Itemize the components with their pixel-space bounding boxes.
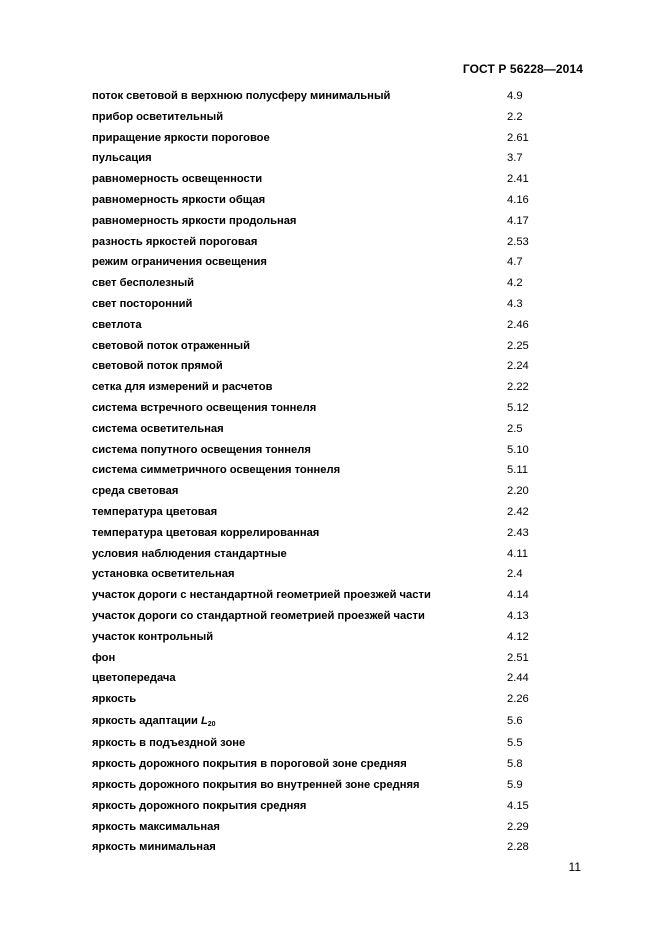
index-reference: 2.2 [507, 110, 523, 123]
index-entry [92, 211, 542, 232]
index-entry [92, 440, 542, 461]
index-reference: 4.3 [507, 297, 523, 310]
index-term: система симметричного освещения тоннеля [92, 464, 341, 477]
index-entry [92, 232, 542, 253]
index-reference: 4.7 [507, 256, 523, 269]
index-entry [92, 252, 542, 273]
luminance-symbol-subscript: 20 [207, 720, 216, 728]
index-term: температура цветовая [92, 505, 218, 518]
index-reference: 4.17 [507, 214, 529, 227]
index-term: фон [92, 651, 116, 664]
index-entry [92, 502, 542, 523]
index-entry [92, 796, 542, 817]
index-entry [92, 190, 542, 211]
index-reference: 5.5 [507, 737, 523, 750]
index-reference: 2.41 [507, 173, 529, 186]
index-reference: 4.12 [507, 630, 529, 643]
index-reference: 4.2 [507, 277, 523, 290]
index-entry [92, 273, 542, 294]
index-term: яркость дорожного покрытия во внутренней зоне средняя [92, 779, 420, 791]
index-term: яркость максимальная [92, 820, 220, 833]
index-entry [92, 564, 542, 585]
index-term: температура цветовая коррелированная [92, 526, 320, 539]
index-term: система осветительная [92, 422, 224, 435]
index-term [92, 710, 216, 734]
index-reference: 4.11 [507, 547, 528, 560]
index-entry [92, 377, 542, 398]
index-reference: 2.28 [507, 841, 529, 854]
index-term: цветопередача [92, 672, 176, 685]
index-term: установка осветительная [92, 568, 235, 581]
index-term: поток световой в верхнюю полусферу минимальный [92, 90, 391, 102]
index-entry [92, 627, 542, 648]
index-term: свет бесполезный [92, 277, 195, 290]
index-entry [92, 315, 542, 336]
index-reference: 2.26 [507, 693, 529, 706]
luminance-symbol [201, 715, 216, 727]
index-reference: 2.5 [507, 422, 523, 435]
index-reference: 4.15 [507, 799, 529, 812]
index-reference: 2.20 [507, 485, 529, 498]
index-term: участок контрольный [92, 630, 214, 643]
index-reference: 5.8 [507, 758, 523, 771]
index-entry [92, 585, 542, 606]
index-entry [92, 668, 542, 689]
index-reference: 2.61 [507, 131, 529, 144]
index-reference: 2.43 [507, 526, 529, 539]
index-term: система встречного освещения тоннеля [92, 401, 317, 414]
page-number: 11 [568, 860, 581, 874]
index-reference: 2.24 [507, 360, 529, 373]
index-entry [92, 148, 542, 169]
index-entry [92, 775, 542, 796]
index-term: яркость дорожного покрытия в пороговой зоне средняя [92, 758, 407, 771]
index-entry [92, 754, 542, 775]
index-term: световой поток прямой [92, 360, 223, 373]
index-entry [92, 648, 542, 669]
index-entry [92, 544, 542, 565]
index-entry [92, 733, 542, 754]
index-term: система попутного освещения тоннеля [92, 443, 311, 456]
index-reference: 4.16 [507, 193, 529, 206]
index-term: приращение яркости пороговое [92, 131, 270, 144]
index-reference: 5.12 [507, 401, 529, 414]
index-entry [92, 817, 542, 838]
index-reference: 2.46 [507, 318, 529, 331]
index-entry [92, 128, 542, 149]
index-entry [92, 523, 542, 544]
index-term: сетка для измерений и расчетов [92, 381, 273, 394]
index-reference: 4.14 [507, 589, 529, 602]
index-entry [92, 398, 542, 419]
index-entry [92, 689, 542, 710]
index-term: участок дороги с нестандартной геометрией проезжей части [92, 589, 431, 602]
index-reference: 2.22 [507, 381, 529, 394]
index-reference: 5.9 [507, 779, 523, 791]
index-reference: 5.11 [507, 464, 528, 477]
index-reference: 2.44 [507, 672, 529, 685]
index-term: яркость в подъездной зоне [92, 737, 246, 750]
index-reference: 2.4 [507, 568, 523, 581]
index-term: режим ограничения освещения [92, 256, 267, 269]
index-reference: 5.6 [507, 714, 523, 727]
index-term-text: яркость адаптации [92, 714, 201, 727]
index-entry [92, 107, 542, 128]
index-entry [92, 837, 542, 858]
index-entry [92, 336, 542, 357]
index-term: равномерность яркости продольная [92, 214, 297, 227]
index-reference: 3.7 [507, 152, 523, 165]
index-reference: 2.53 [507, 235, 529, 248]
index-entry [92, 86, 542, 107]
index-entry [92, 294, 542, 315]
index-term: пульсация [92, 152, 152, 165]
index-term: среда световая [92, 485, 179, 498]
index-reference: 4.13 [507, 609, 529, 622]
index-term: яркость дорожного покрытия средняя [92, 799, 307, 812]
index-entry [92, 481, 542, 502]
index-term: равномерность яркости общая [92, 193, 266, 206]
index-entry [92, 356, 542, 377]
index-entry-adaptation-luminance [92, 710, 542, 734]
term-index-list [92, 86, 542, 858]
index-reference: 2.51 [507, 651, 529, 664]
luminance-symbol-letter: L [200, 714, 208, 727]
index-term: равномерность освещенности [92, 173, 263, 186]
index-term: яркость минимальная [92, 841, 216, 854]
index-entry [92, 460, 542, 481]
index-entry [92, 169, 542, 190]
index-reference: 2.25 [507, 339, 529, 352]
index-term: разность яркостей пороговая [92, 235, 258, 248]
index-reference: 4.9 [507, 90, 523, 102]
index-entry [92, 606, 542, 627]
index-term: участок дороги со стандартной геометрией проезжей части [92, 609, 425, 622]
index-term: светлота [92, 318, 142, 331]
index-reference: 2.42 [507, 505, 529, 518]
index-term: свет посторонний [92, 297, 193, 310]
index-term: условия наблюдения стандартные [92, 547, 287, 560]
index-reference: 2.29 [507, 820, 529, 833]
index-entry [92, 419, 542, 440]
standard-designation: ГОСТ Р 56228—2014 [462, 62, 583, 76]
index-term: световой поток отраженный [92, 339, 250, 352]
index-reference: 5.10 [507, 443, 529, 456]
index-term: прибор осветительный [92, 110, 224, 123]
index-term: яркость [92, 693, 137, 706]
